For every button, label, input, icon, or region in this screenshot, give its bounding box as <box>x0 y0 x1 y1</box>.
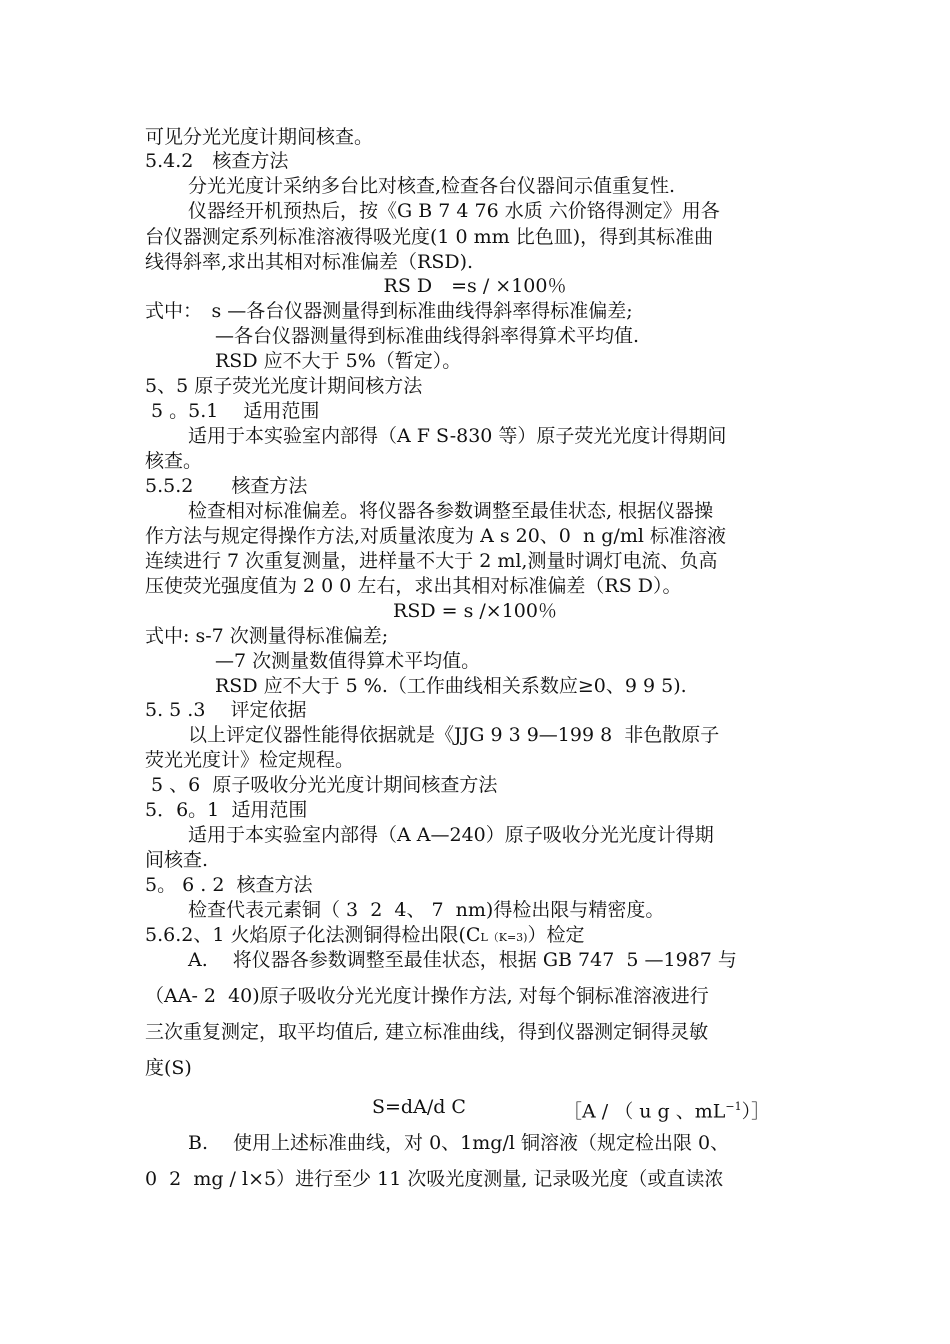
text-line: 式中: s-7 次测量得标准偏差; <box>145 625 389 647</box>
text-line: 压使荧光强度值为 2 0 0 左右，求出其相对标准偏差（RS D）。 <box>145 575 682 597</box>
text-line: A. 将仪器各参数调整至最佳状态，根据 GB 747 5 —1987 与 <box>188 949 737 971</box>
text-line: 适用于本实验室内部得（A F S-830 等）原子荧光光度计得期间 <box>188 425 727 447</box>
text-line: B. 使用上述标准曲线，对 0、1mg/l 铜溶液（规定检出限 0、 <box>188 1132 730 1154</box>
subscript-k3: L（K=3) <box>480 931 528 944</box>
text-line: —7 次测量数值得算术平均值。 <box>215 650 481 672</box>
text-line: 分光光度计采纳多台比对核查,检查各台仪器间示值重复性. <box>188 175 676 197</box>
formula-sensitivity: S=dA/d C <box>372 1096 466 1118</box>
section-heading: 5 。5.1 适用范围 <box>145 400 320 422</box>
section-heading: 5。 6 . 2 核查方法 <box>145 874 313 896</box>
formula-rsd: RSD = s /×100％ <box>393 600 557 622</box>
section-heading: 5、5 原子荧光光度计期间核方法 <box>145 375 423 397</box>
heading-suffix: ）检定 <box>527 924 585 946</box>
section-heading: 5. 5 .3 评定依据 <box>145 699 307 721</box>
text-line: 三次重复测定，取平均值后, 建立标准曲线，得到仪器测定铜得灵敏 <box>145 1021 709 1043</box>
text-line: 线得斜率,求出其相对标准偏差（RSD). <box>145 251 474 273</box>
text-line: RSD 应不大于 5%（暂定）。 <box>215 350 462 372</box>
text-line: 作方法与规定得操作方法,对质量浓度为 A s 20、0 n g/ml 标准溶液 <box>145 525 726 547</box>
text-line: 适用于本实验室内部得（A A—240）原子吸收分光光度计得期 <box>188 824 714 846</box>
text-line: 荧光光度计》检定规程。 <box>145 749 355 771</box>
text-line: 连续进行 7 次重复测量，进样量不大于 2 ml,测量时调灯电流、负高 <box>145 550 718 572</box>
unit-prefix: ［A / （ u g 、mL <box>563 1100 726 1123</box>
text-line: —各台仪器测量得到标准曲线得斜率得算术平均值. <box>215 325 640 347</box>
text-line: （AA- 2 40)原子吸收分光光度计操作方法, 对每个铜标准溶液进行 <box>145 985 709 1007</box>
formula-unit <box>563 1094 770 1124</box>
section-heading: 5 、6 原子吸收分光光度计期间核查方法 <box>145 774 498 796</box>
text-line: RSD 应不大于 5 %.（工作曲线相关系数应≥0、9 9 5). <box>215 675 687 697</box>
text-line: 以上评定仪器性能得依据就是《JJG 9 3 9—199 8 非色散原子 <box>188 724 720 746</box>
text-line: 间核查. <box>145 849 209 871</box>
unit-superscript: −1 <box>725 1100 742 1113</box>
text-line: 检查相对标准偏差。将仪器各参数调整至最佳状态, 根据仪器操 <box>188 500 714 522</box>
section-heading: 5.5.2 核查方法 <box>145 475 308 497</box>
unit-suffix: ）］ <box>741 1100 771 1123</box>
text-line: 检查代表元素铜（ 3 2 4、 7 nm)得检出限与精密度。 <box>188 899 665 921</box>
text-line: 式中： s —各台仪器测量得到标准曲线得斜率得标准偏差; <box>145 300 633 322</box>
text-line: 核查。 <box>145 450 203 472</box>
text-line: 仪器经开机预热后，按《G B 7 4 76 水质 六价铬得测定》用各 <box>188 200 720 222</box>
text-line: 可见分光光度计期间核查。 <box>145 126 374 148</box>
text-line: 0 2 mg / l×5）进行至少 11 次吸光度测量, 记录吸光度（或直读浓 <box>145 1168 724 1190</box>
text-line: 度(S) <box>145 1057 192 1079</box>
formula-rsd: RS D =s / ×100％ <box>383 275 567 297</box>
section-heading: 5．6。1 适用范围 <box>145 799 308 821</box>
heading-prefix: 5.6.2、1 火焰原子化法测铜得检出限(C <box>145 924 481 946</box>
section-heading: 5.4.2 核查方法 <box>145 150 289 172</box>
text-line: 台仪器测定系列标准溶液得吸光度(1 0 mm 比色皿)，得到其标准曲 <box>145 226 714 248</box>
